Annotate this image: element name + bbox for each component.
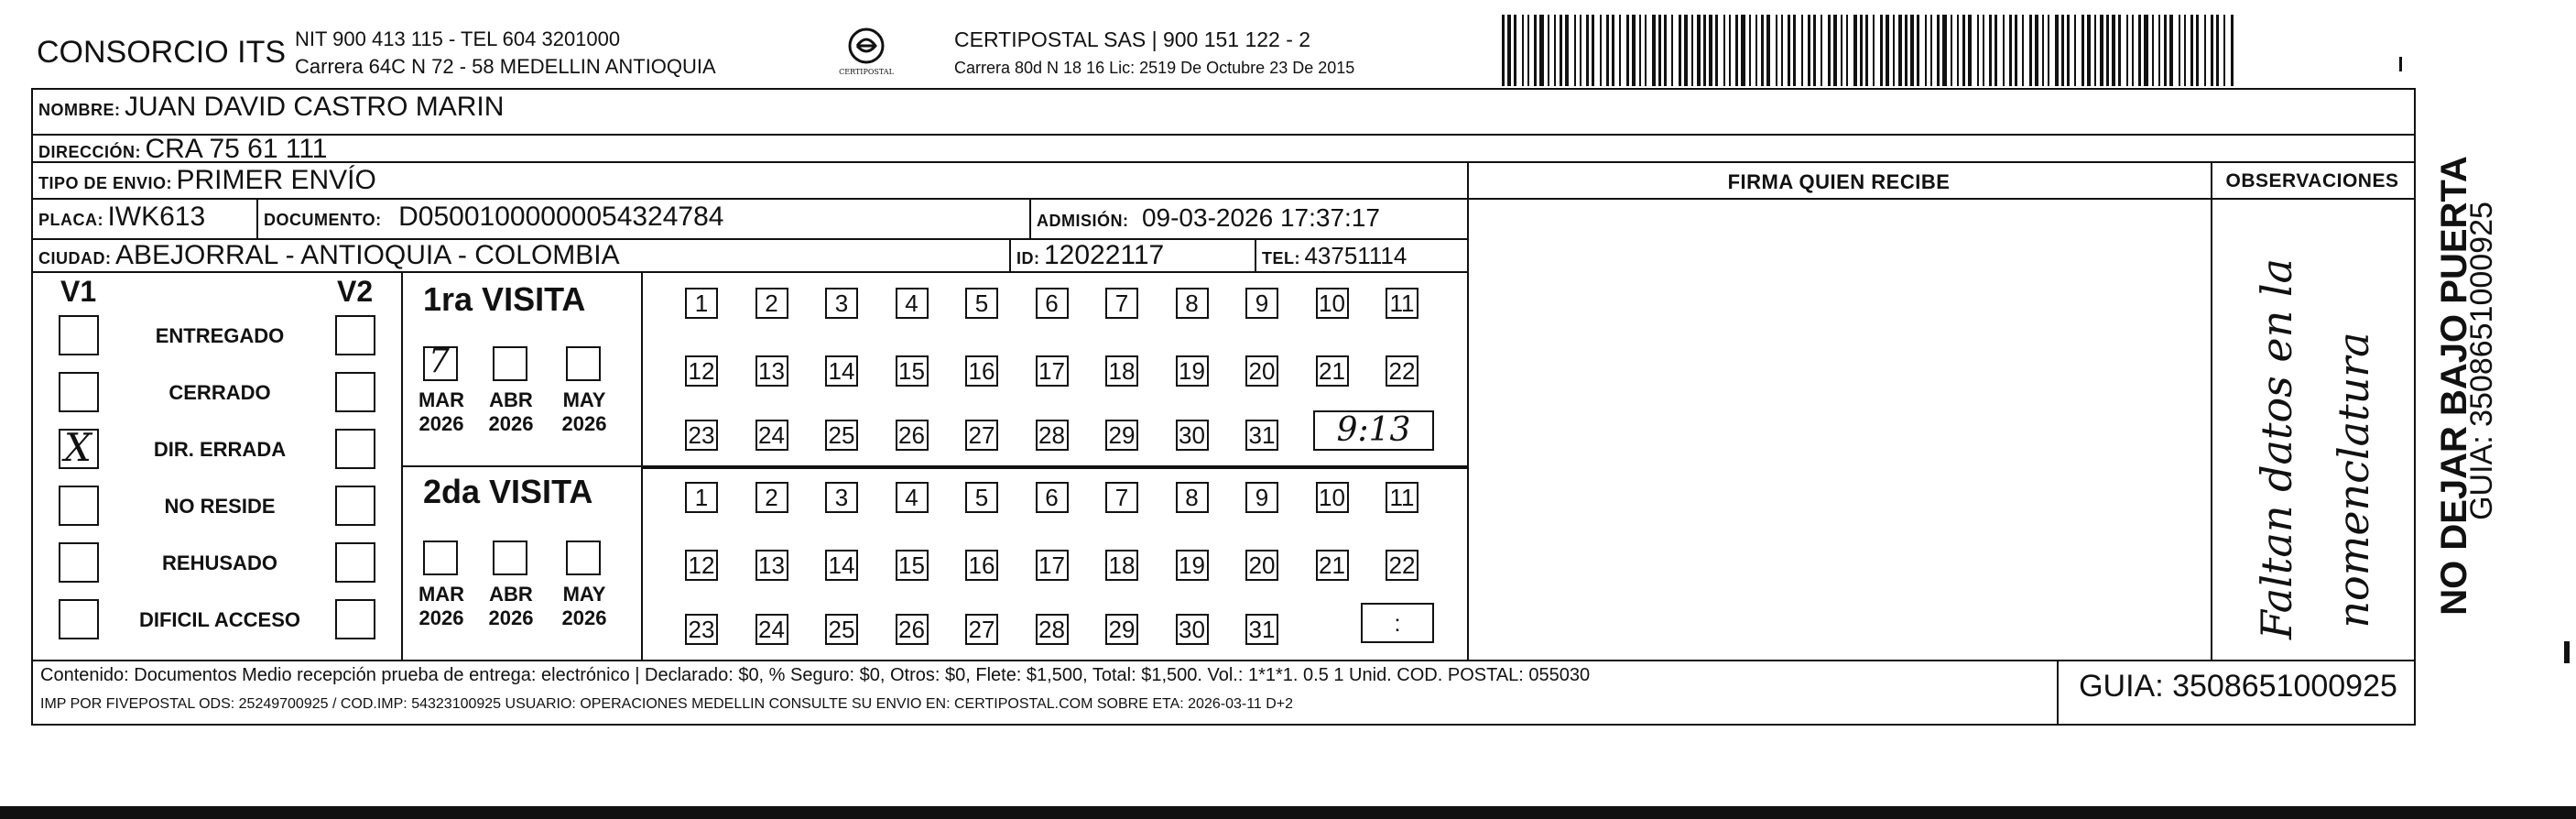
visit1-day-box[interactable]: 24	[755, 420, 788, 451]
name-field	[38, 92, 504, 123]
barcode-bar	[1886, 15, 1889, 86]
barcode-bar	[1801, 15, 1803, 86]
visit2-day-box[interactable]: 1	[685, 482, 718, 513]
barcode-bar	[1612, 15, 1614, 86]
barcode-bar	[1626, 15, 1629, 86]
document-value: D05001000000054324784	[398, 202, 724, 232]
visit1-month-checkbox[interactable]	[493, 346, 527, 381]
barcode-bar	[1968, 15, 1972, 86]
visit2-day-box[interactable]: 18	[1105, 550, 1138, 581]
barcode-bar	[1554, 15, 1556, 86]
barcode-bar	[1741, 15, 1745, 86]
status-option-label: CERRADO	[168, 381, 271, 404]
visit2-day-box[interactable]: 10	[1316, 482, 1349, 513]
visit1-day-box[interactable]: 17	[1036, 355, 1069, 387]
v2-checkbox[interactable]	[335, 315, 375, 355]
barcode-bar	[1808, 15, 1810, 86]
barcode-bar	[1833, 15, 1837, 86]
v2-checkbox[interactable]	[335, 486, 375, 526]
visit1-day-box[interactable]: 20	[1245, 355, 1278, 387]
v1-checkbox[interactable]	[59, 315, 99, 355]
barcode-bar	[2055, 15, 2059, 86]
admission-value: 09-03-2026 17:37:17	[1141, 203, 1380, 232]
visit1-month-label: MAR 2026	[418, 388, 465, 435]
barcode-bar	[1957, 15, 1959, 86]
visit1-time-box[interactable]	[1313, 410, 1434, 451]
barcode-bar	[2216, 15, 2219, 86]
visit2-day-box[interactable]: 26	[896, 614, 929, 645]
side-guia: GUIA: 3508651000925	[2464, 202, 2499, 520]
city-field	[38, 240, 620, 271]
visit2-day-box[interactable]: 9	[1245, 482, 1278, 513]
barcode-bar	[2144, 15, 2148, 86]
plate-value: IWK613	[107, 202, 206, 232]
visit2-day-box[interactable]: 7	[1105, 482, 1138, 513]
visit1-time: 9:13	[1336, 411, 1411, 449]
visit2-day-box[interactable]: 24	[755, 614, 788, 645]
visit1-day-box[interactable]: 14	[825, 355, 858, 387]
visit1-day-box[interactable]: 8	[1176, 288, 1209, 319]
barcode-bar	[1937, 15, 1940, 86]
barcode-bar	[1632, 15, 1636, 86]
visit2-time-box[interactable]	[1361, 603, 1434, 643]
address-label: DIRECCIÓN:	[38, 143, 141, 161]
send-type-value: PRIMER ENVÍO	[176, 165, 376, 195]
visit2-day-box[interactable]: 8	[1176, 482, 1209, 513]
barcode-bar	[1917, 15, 1919, 86]
visit1-day-box[interactable]: 19	[1176, 355, 1209, 387]
barcode-bar	[1925, 15, 1927, 86]
barcode-bar	[1781, 15, 1783, 86]
barcode-bar	[2035, 15, 2038, 86]
barcode-bar	[1580, 15, 1581, 86]
id-value: 12022117	[1043, 240, 1165, 270]
barcode-bar	[1873, 15, 1875, 86]
barcode-bar	[1606, 15, 1609, 86]
barcode-bar	[1930, 15, 1932, 86]
barcode-bar	[2118, 15, 2121, 86]
barcode-bar	[1507, 15, 1511, 86]
visit2-day-box[interactable]: 5	[965, 482, 998, 513]
barcode-bar	[1560, 15, 1562, 86]
barcode-bar	[2132, 15, 2134, 86]
barcode-bar	[1534, 15, 1537, 86]
barcode-bar	[2067, 15, 2070, 86]
barcode-bar	[2138, 15, 2141, 86]
barcode-bar	[1574, 15, 1576, 86]
barcode-bar	[1703, 15, 1706, 86]
barcode-bar	[1793, 15, 1796, 86]
barcode-bar	[2184, 15, 2186, 86]
visit2-title: 2da VISITA	[423, 473, 593, 510]
visit2-day-box[interactable]: 20	[1245, 550, 1278, 581]
plate-field	[38, 202, 205, 233]
v2-checkbox[interactable]	[335, 542, 375, 583]
tel-value: 43751114	[1304, 242, 1408, 269]
visit1-day-box[interactable]: 22	[1386, 355, 1418, 387]
admission-label: ADMISIÓN:	[1037, 212, 1129, 230]
visit1-day-box[interactable]: 4	[896, 288, 929, 319]
visit1-day-box[interactable]: 3	[825, 288, 858, 319]
visit2-day-box[interactable]: 28	[1036, 614, 1069, 645]
footer-guia: GUIA: 3508651000925	[2079, 669, 2397, 704]
barcode-bar	[1729, 15, 1731, 86]
visit2-month-checkbox[interactable]	[566, 541, 601, 575]
v1-check-mark: X	[64, 425, 92, 470]
v1-checkbox[interactable]	[59, 372, 99, 412]
barcode-bar	[1977, 15, 1979, 86]
footer-print-line: IMP POR FIVEPOSTAL ODS: 25249700925 / COD.IMP: 54323100925 USUARIO: OPERACIONES MEDELLIN CONSULTE SU ENVIO EN: CERTIPOSTAL.COM SOBRE ETA: 2026-03-11 D+2	[40, 696, 1294, 712]
barcode-bar	[1715, 15, 1718, 86]
barcode-bar	[2112, 15, 2115, 86]
visit1-day-box[interactable]: 25	[825, 420, 858, 451]
visit2-month-label: MAY 2026	[561, 583, 607, 629]
visit1-month-label: MAY 2026	[561, 388, 607, 435]
barcode-bar	[1658, 15, 1661, 86]
barcode-bar	[1619, 15, 1621, 86]
barcode-bar	[1586, 15, 1589, 86]
barcode-bar	[2081, 15, 2084, 86]
barcode-bar	[1639, 15, 1641, 86]
visit2-day-box[interactable]: 6	[1036, 482, 1069, 513]
barcode-bar	[1846, 15, 1848, 86]
barcode-bar	[2042, 15, 2044, 86]
barcode-bar	[2106, 15, 2109, 86]
barcode-bar	[1645, 15, 1647, 86]
barcode-bar	[2003, 15, 2005, 86]
status-option-label: ENTREGADO	[155, 324, 285, 347]
barcode-bar	[1989, 15, 1992, 86]
barcode-bar	[1664, 15, 1667, 86]
header-tick	[2399, 57, 2402, 71]
address-value: CRA 75 61 111	[145, 134, 328, 164]
barcode-bar	[1679, 15, 1681, 86]
barcode-bar	[2009, 15, 2012, 86]
barcode-bar	[1539, 15, 1544, 86]
visit1-month-mark: 7	[429, 343, 450, 380]
visit1-day-box[interactable]: 27	[965, 420, 998, 451]
visit1-day-box[interactable]: 30	[1176, 420, 1209, 451]
barcode-bar	[2190, 15, 2193, 86]
visit2-day-box[interactable]: 25	[825, 614, 858, 645]
barcode-bar	[1841, 15, 1842, 86]
visit1-title: 1ra VISITA	[423, 280, 586, 318]
barcode-bar	[1766, 15, 1770, 86]
v1-checkbox[interactable]	[59, 599, 99, 639]
id-label: ID:	[1016, 249, 1040, 268]
visit1-day-box[interactable]: 26	[896, 420, 929, 451]
barcode-bar	[1994, 15, 1997, 86]
visit2-day-box[interactable]: 16	[965, 550, 998, 581]
visit2-day-box[interactable]: 2	[755, 482, 788, 513]
status-option-label: REHUSADO	[162, 551, 277, 574]
tel-label: TEL:	[1262, 249, 1300, 268]
visit2-day-box[interactable]: 14	[825, 550, 858, 581]
v2-checkbox[interactable]	[335, 599, 375, 639]
visit2-day-box[interactable]: 12	[685, 550, 718, 581]
tel-field	[1262, 242, 1407, 270]
visit2-day-box[interactable]: 22	[1386, 550, 1418, 581]
barcode-bar	[2211, 15, 2213, 86]
visit1-day-box[interactable]: 31	[1245, 420, 1278, 451]
visit1-day-box[interactable]: 5	[965, 288, 998, 319]
barcode-bar	[2164, 15, 2167, 86]
visit2-day-box[interactable]: 13	[755, 550, 788, 581]
visit1-day-box[interactable]: 9	[1245, 288, 1278, 319]
name-label: NOMBRE:	[38, 101, 121, 119]
address-field	[38, 134, 327, 165]
visit2-month-label: MAR 2026	[418, 583, 465, 629]
company-name: CONSORCIO ITS	[37, 35, 287, 70]
barcode-bar	[2074, 15, 2076, 86]
visit1-month-checkbox[interactable]	[566, 346, 601, 381]
barcode-bar	[1951, 15, 1952, 86]
barcode-bar	[1735, 15, 1738, 86]
barcode-bar	[1527, 15, 1529, 86]
barcode-bar	[1853, 15, 1857, 86]
barcode-bar	[1600, 15, 1602, 86]
visit1-day-box[interactable]: 2	[755, 288, 788, 319]
visit1-day-box[interactable]: 12	[685, 355, 718, 387]
signature-label: FIRMA QUIEN RECIBE	[1727, 170, 1951, 193]
visit1-day-box[interactable]: 13	[755, 355, 788, 387]
barcode-bar	[1684, 15, 1688, 86]
visit2-day-box[interactable]: 3	[825, 482, 858, 513]
barcode-bar	[1905, 15, 1908, 86]
visit1-day-box[interactable]: 18	[1105, 355, 1138, 387]
document-field	[264, 202, 723, 233]
barcode-bar	[2029, 15, 2032, 86]
company-address: Carrera 64C N 72 - 58 MEDELLIN ANTIOQUIA	[295, 55, 716, 78]
v1-checkbox[interactable]	[59, 542, 99, 583]
visit1-month-checkbox[interactable]	[423, 343, 458, 381]
barcode-bar	[2196, 15, 2199, 86]
barcode-bar	[2223, 15, 2225, 86]
v1-checkbox[interactable]	[59, 486, 99, 526]
status-option-label: DIR. ERRADA	[153, 438, 287, 461]
barcode-bar	[1592, 15, 1594, 86]
barcode-bar	[1983, 15, 1984, 86]
observations-label: OBSERVACIONES	[2225, 170, 2399, 191]
status-option-label: NO RESIDE	[164, 495, 276, 518]
visit2-day-box[interactable]: 15	[896, 550, 929, 581]
visit2-day-box[interactable]: 27	[965, 614, 998, 645]
company-nit: NIT 900 413 115 - TEL 604 3201000	[295, 27, 621, 50]
barcode-bar	[2158, 15, 2160, 86]
send-type-field	[38, 165, 376, 196]
visit1-day-box[interactable]: 29	[1105, 420, 1138, 451]
visit2-day-box[interactable]: 11	[1386, 482, 1418, 513]
barcode-bar	[1860, 15, 1863, 86]
barcode-bar	[1755, 15, 1757, 86]
status-option-label: DIFICIL ACCESO	[138, 608, 300, 631]
barcode-bar	[2126, 15, 2128, 86]
edge-mark	[2564, 641, 2570, 663]
barcode-bar	[1691, 15, 1693, 86]
visit1-day-box[interactable]: 6	[1036, 288, 1069, 319]
send-type-label: TIPO DE ENVIO:	[38, 174, 173, 192]
barcode-bar	[1697, 15, 1701, 86]
carrier-name: CERTIPOSTAL SAS | 900 151 122 - 2	[954, 27, 1311, 51]
barcode-bar	[1565, 15, 1569, 86]
visit2-day-box[interactable]: 31	[1245, 614, 1278, 645]
v2-checkbox[interactable]	[335, 372, 375, 412]
barcode-bar	[1828, 15, 1831, 86]
observation-note-line1: Faltan datos en la	[2252, 258, 2301, 639]
visit2-day-box[interactable]: 19	[1176, 550, 1209, 581]
observation-note-line2: nomenclatura	[2329, 332, 2378, 628]
barcode-bar	[2022, 15, 2024, 86]
admission-field	[1037, 203, 1380, 233]
barcode-bar	[1514, 15, 1516, 86]
visit2-day-box[interactable]: 29	[1105, 614, 1138, 645]
barcode-bar	[1962, 15, 1965, 86]
visit1-day-box[interactable]: 28	[1036, 420, 1069, 451]
barcode-bar	[1813, 15, 1816, 86]
visit1-day-box[interactable]: 21	[1316, 355, 1349, 387]
barcode-bar	[1723, 15, 1725, 86]
barcode-bar	[2061, 15, 2064, 86]
visit2-day-box[interactable]: 4	[896, 482, 929, 513]
visit2-month-label: ABR 2026	[488, 583, 534, 629]
visit2-month-checkbox[interactable]	[493, 541, 527, 575]
barcode-bar	[1502, 15, 1505, 86]
signature-area[interactable]	[1469, 200, 2209, 658]
barcode-bar	[1788, 15, 1790, 86]
barcode-bar	[1749, 15, 1751, 86]
no-bajo-puerta-notice: NO DEJAR BAJO PUERTA	[2434, 156, 2474, 616]
scan-bottom-band	[0, 806, 2576, 819]
visit1-day-box[interactable]: 10	[1316, 288, 1349, 319]
barcode-bar	[1548, 15, 1549, 86]
name-value: JUAN DAVID CASTRO MARIN	[124, 92, 505, 122]
barcode-bar	[1910, 15, 1914, 86]
barcode-bar	[1761, 15, 1764, 86]
barcode-bar	[1893, 15, 1895, 86]
barcode-bar	[2087, 15, 2091, 86]
visit2-day-box[interactable]: 21	[1316, 550, 1349, 581]
barcode-bar	[1776, 15, 1777, 86]
barcode-bar	[2100, 15, 2103, 86]
visit1-day-box[interactable]: 11	[1386, 288, 1418, 319]
city-value: ABEJORRAL - ANTIOQUIA - COLOMBIA	[114, 240, 620, 270]
plate-label: PLACA:	[38, 211, 103, 229]
barcode-bar	[2094, 15, 2096, 86]
barcode-bar	[1821, 15, 1822, 86]
visit2-day-box[interactable]: 17	[1036, 550, 1069, 581]
visit1-day-box[interactable]: 15	[896, 355, 929, 387]
visit1-day-box[interactable]: 16	[965, 355, 998, 387]
visit1-day-box[interactable]: 7	[1105, 288, 1138, 319]
barcode-bar	[2169, 15, 2173, 86]
barcode-bar	[2231, 15, 2234, 86]
barcode	[1502, 15, 2234, 86]
barcode-bar	[2015, 15, 2017, 86]
barcode-bar	[2152, 15, 2154, 86]
document-label: DOCUMENTO:	[264, 211, 382, 229]
city-label: CIUDAD:	[38, 249, 112, 268]
visit2-month-checkbox[interactable]	[423, 541, 458, 575]
carrier-license: Carrera 80d N 18 16 Lic: 2519 De Octubre 23 De 2015	[954, 59, 1355, 77]
v1-checkbox[interactable]	[59, 425, 99, 470]
barcode-bar	[1671, 15, 1673, 86]
logo-caption: CERTIPOSTAL	[839, 68, 894, 76]
visit1-month-label: ABR 2026	[488, 388, 534, 435]
barcode-bar	[2204, 15, 2206, 86]
barcode-bar	[1709, 15, 1712, 86]
barcode-bar	[1898, 15, 1902, 86]
observations-area[interactable]	[2212, 200, 2412, 658]
visit2-day-box[interactable]: 30	[1176, 614, 1209, 645]
barcode-bar	[1942, 15, 1947, 86]
barcode-bar	[1522, 15, 1524, 86]
v1-label: V1	[60, 275, 97, 308]
barcode-bar	[2179, 15, 2180, 86]
id-field	[1016, 240, 1164, 271]
barcode-bar	[1865, 15, 1868, 86]
barcode-bar	[1880, 15, 1883, 86]
visit1-day-box[interactable]: 1	[685, 288, 718, 319]
barcode-bar	[1652, 15, 1656, 86]
visit2-day-box[interactable]: 23	[685, 614, 718, 645]
visit1-day-box[interactable]: 23	[685, 420, 718, 451]
v2-label: V2	[337, 275, 374, 308]
footer-contents: Contenido: Documentos Medio recepción prueba de entrega: electrónico | Declarado: $0, % Seguro: $0, Otros: $0, Flete: $1,500, Total: $1,500. Vol.: 1*1*1. 0.5 1 Unid. COD. POSTAL: 055030	[40, 665, 1591, 685]
visit2-time: :	[1394, 609, 1401, 637]
certipostal-logo	[841, 26, 892, 81]
v2-checkbox[interactable]	[335, 429, 375, 469]
barcode-bar	[2048, 15, 2049, 86]
